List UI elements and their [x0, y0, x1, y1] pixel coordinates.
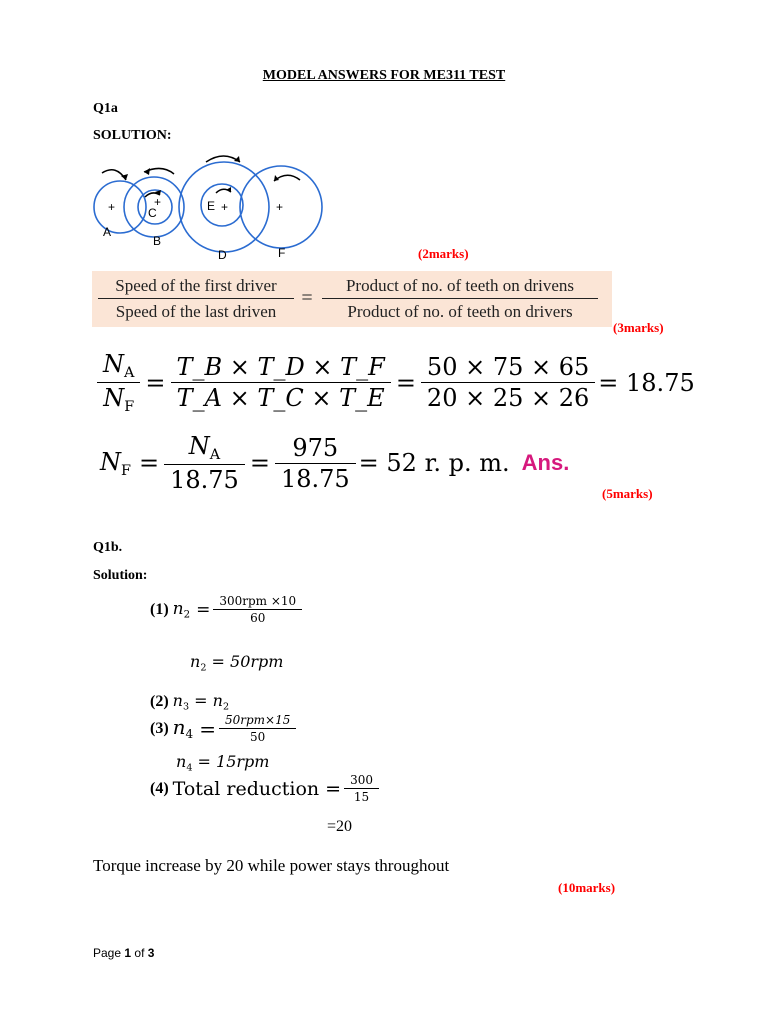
ratio-result: = 18.75	[598, 368, 695, 397]
ratio-teeth: $\frac{T\_B \times T\_D \times T\_F}{T\_A \times T\_C \times T\_E}$	[174, 353, 388, 412]
marks-diagram: (2marks)	[418, 246, 469, 261]
step-4-result: =20	[327, 818, 353, 835]
rule-bottom-left: Speed of the last driven	[115, 302, 277, 321]
conclusion-text: Torque increase by 20 while power stays throughout	[93, 856, 450, 875]
page-footer: Page 1 of 3	[93, 946, 155, 960]
svg-text:+: +	[276, 200, 284, 214]
gear-label-f: F	[278, 246, 286, 260]
q1a-solution-label: SOLUTION:	[93, 128, 172, 143]
svg-text:+: +	[108, 200, 116, 214]
q1b-heading: Q1b.	[93, 540, 123, 555]
step-2: (2) $n_3 = n_2$	[150, 691, 230, 713]
q1b-solution-label: Solution:	[93, 568, 148, 583]
rule-top-right: Product of no. of teeth on drivens	[345, 276, 575, 295]
rotation-arrow-a	[102, 170, 126, 180]
step-4-fraction: $\frac{300}{15}$	[347, 773, 376, 804]
answer-label: Ans.	[521, 450, 570, 476]
marks-rule: (3marks)	[613, 320, 664, 335]
step-3-fraction: $\frac{\text{50rpm×15}}{50}$	[222, 713, 293, 744]
speed-ratio-rule	[92, 271, 612, 327]
nf-frac-1: $\frac{N_A}{18.75}$	[167, 432, 242, 494]
marks-equation: (5marks)	[602, 486, 653, 501]
gear-label-e: E	[207, 199, 216, 213]
document-title: MODEL ANSWERS FOR ME311 TEST	[262, 68, 506, 83]
marks-q1b: (10marks)	[558, 880, 616, 895]
step-4: (4) Total reduction = $\frac{300}{15}$	[150, 773, 376, 804]
svg-text:+: +	[154, 195, 162, 209]
step-3: (3) $n_4$ = $\frac{\text{50rpm×15}}{50}$	[150, 713, 293, 744]
rule-bottom-right: Product of no. of teeth on drivers	[347, 302, 573, 321]
nf-frac-2: $\frac{975}{18.75}$	[278, 434, 353, 493]
step-3-result: $n_4 = 15rpm$	[176, 752, 270, 774]
gear-label-c: C	[148, 206, 157, 220]
nf-result: = 52 r. p. m.	[358, 449, 510, 478]
step-1-result: $n_2 = 50rpm$	[190, 652, 284, 674]
q1a-heading: Q1a	[93, 101, 118, 116]
rule-top-left: Speed of the first driver	[115, 276, 277, 295]
ratio-teeth-values: $\frac{50 \times 75 \times 65}{20 \times 25 \times 26}$	[424, 353, 592, 412]
gear-label-a: A	[103, 225, 112, 239]
gear-label-b: B	[153, 234, 162, 248]
step-1-fraction: $\frac{\text{300rpm ×10}}{60}$	[216, 594, 299, 625]
svg-text:+: +	[221, 200, 229, 214]
gear-label-d: D	[218, 248, 227, 262]
gear-ratio-equation: $\frac{N_A}{N_F}$ = $\frac{T\_B \times T\_D \times T\_F}{T\_A \times T\_C \times T\_E}$ = $\frac{50 \times 75 \times 65}{20 \times 25 \times 26}$ = 18.75	[100, 350, 695, 415]
ratio-na-nf: $\frac{N_A}{N_F}$	[100, 350, 137, 415]
step-1: (1) $n_2$ = $\frac{\text{300rpm ×10}}{60}$	[150, 594, 299, 625]
speed-f-equation: $N_F$ = $\frac{N_A}{18.75}$ = $\frac{975}{18.75}$ = 52 r. p. m. Ans.	[100, 432, 570, 495]
rule-equals: =	[301, 287, 313, 309]
